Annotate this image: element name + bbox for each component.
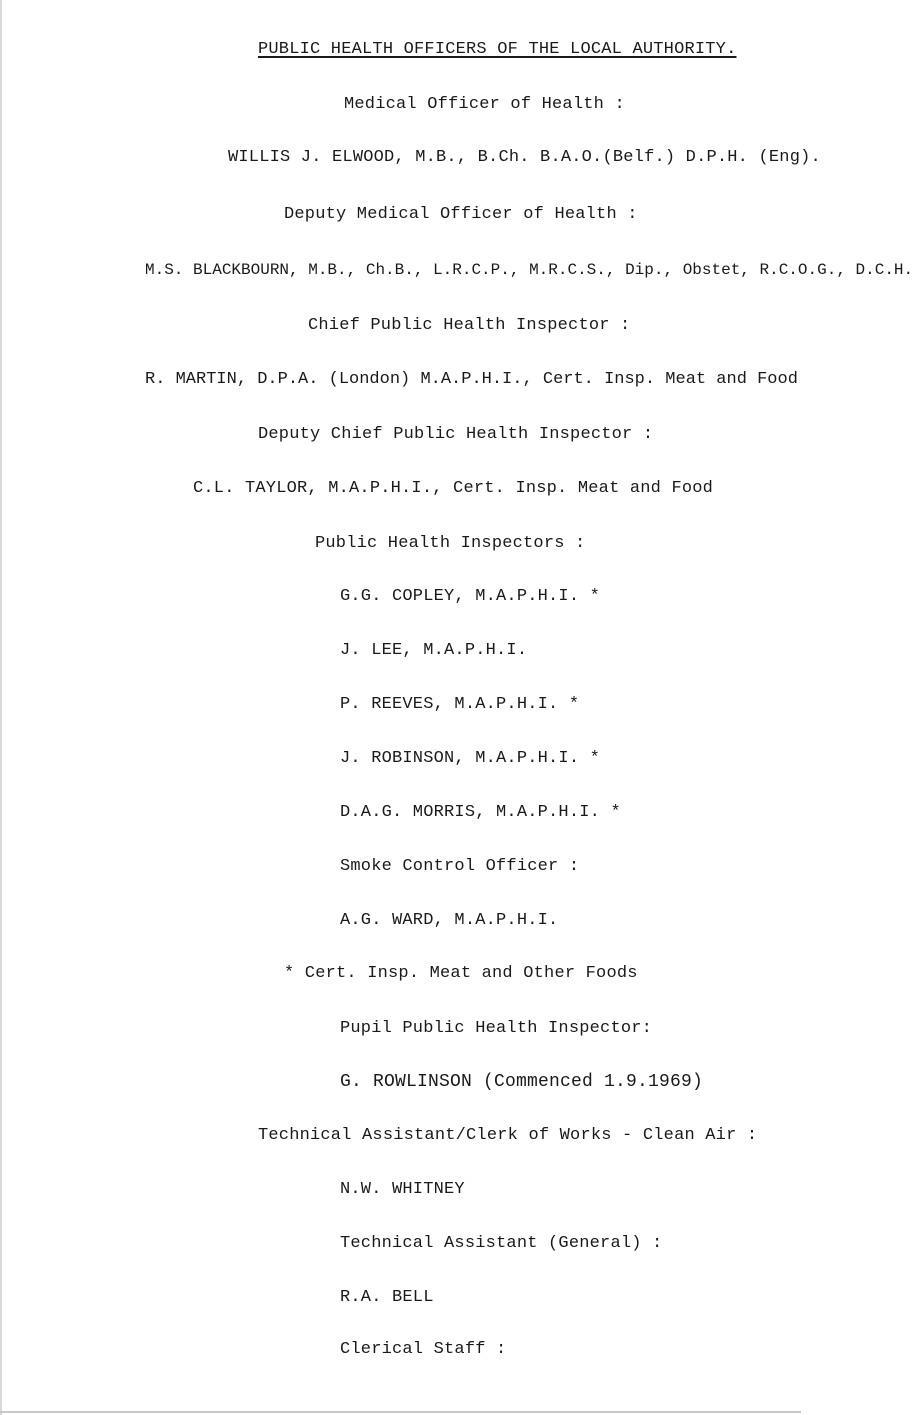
dmoh-heading: Deputy Medical Officer of Health : [284,205,638,224]
dmoh-name: M.S. BLACKBOURN, M.B., Ch.B., L.R.C.P., M.R.C.S., Dip., Obstet, R.C.O.G., D.C.H. [145,261,913,279]
pupil-heading: Pupil Public Health Inspector: [340,1019,653,1038]
page-left-edge [0,0,2,1415]
smoke-name: A.G. WARD, M.A.P.H.I. [340,911,559,930]
dcphi-name: C.L. TAYLOR, M.A.P.H.I., Cert. Insp. Meat and Food [193,479,714,498]
footnote: * Cert. Insp. Meat and Other Foods [284,964,638,983]
tech-clean-air-heading: Technical Assistant/Clerk of Works - Clean Air : [258,1126,758,1145]
pupil-name: G. ROWLINSON (Commenced 1.9.1969) [340,1072,704,1092]
clerical-heading: Clerical Staff : [340,1340,507,1359]
dcphi-heading: Deputy Chief Public Health Inspector : [258,425,654,444]
phi-heading: Public Health Inspectors : [315,534,586,553]
tech-general-name: R.A. BELL [340,1288,434,1307]
page-title: PUBLIC HEALTH OFFICERS OF THE LOCAL AUTHORITY. [258,40,737,59]
cphi-heading: Chief Public Health Inspector : [308,316,631,335]
tech-clean-air-name: N.W. WHITNEY [340,1180,465,1199]
phi-name-1: G.G. COPLEY, M.A.P.H.I. * [340,587,601,606]
phi-name-4: J. ROBINSON, M.A.P.H.I. * [340,749,601,768]
moh-heading: Medical Officer of Health : [344,95,625,114]
phi-name-5: D.A.G. MORRIS, M.A.P.H.I. * [340,803,621,822]
cphi-name: R. MARTIN, D.P.A. (London) M.A.P.H.I., Cert. Insp. Meat and Food [145,370,798,389]
phi-name-3: P. REEVES, M.A.P.H.I. * [340,695,580,714]
tech-general-heading: Technical Assistant (General) : [340,1234,663,1253]
phi-name-2: J. LEE, M.A.P.H.I. [340,641,528,660]
moh-name: WILLIS J. ELWOOD, M.B., B.Ch. B.A.O.(Belf.) D.P.H. (Eng). [228,148,821,167]
smoke-heading: Smoke Control Officer : [340,857,580,876]
bottom-rule [0,1411,801,1413]
